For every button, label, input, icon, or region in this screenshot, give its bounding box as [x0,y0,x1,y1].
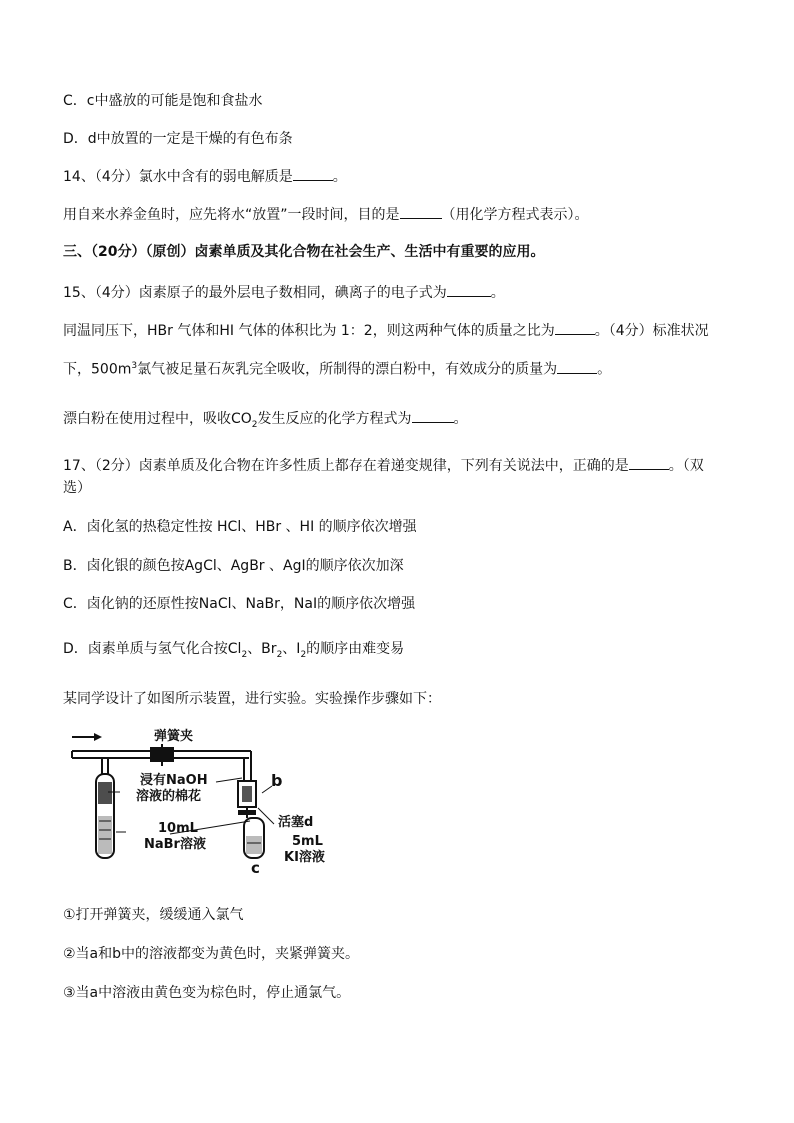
subscript: 2 [276,649,283,660]
label-ki-volume: 5mL [292,834,323,849]
label-naoh-cotton-1: 浸有NaOH [140,773,208,788]
bleach-question [63,408,468,435]
q14b-end: （用化学方程式表示）。 [441,207,589,223]
q17-text: 17、（2分）卤素单质及化合物在许多性质上都存在着递变规律，下列有关说法中，正确的是 [63,458,629,474]
bleach-text: 漂白粉在使用过程中，吸收CO [63,411,252,427]
inlet-arrow-icon [72,733,102,741]
q17-option-c: C．卤化钠的还原性按NaCl、NaBr，NaI的顺序依次增强 [63,596,416,612]
question-15 [63,282,505,303]
question-16-line2 [63,356,611,380]
experiment-intro: 某同学设计了如图所示装置，进行实验。实验操作步骤如下： [63,691,441,707]
answer-blank[interactable] [555,320,595,335]
answer-blank[interactable] [293,166,333,181]
answer-blank[interactable] [400,204,442,219]
question-17-cont: 选） [63,480,91,496]
label-naoh-cotton-2: 溶液的棉花 [136,789,202,804]
q14b-text: 用自来水养金鱼时，应先将水“放置”一段时间，目的是 [63,207,400,223]
step-2: ②当a和b中的溶液都变为黄色时，夹紧弹簧夹。 [63,946,360,962]
answer-blank[interactable] [557,359,597,374]
section-3-heading: 三、（20分）（原创）卤素单质及其化合物在社会生产、生活中有重要的应用。 [63,244,545,260]
q14-end: 。 [332,169,347,185]
step-1: ①打开弹簧夹，缓缓通入氯气 [63,907,244,923]
q14-text: 14、（4分）氯水中含有的弱电解质是 [63,169,293,185]
optd-text: D．卤素单质与氢气化合按Cl [63,641,242,657]
subscript: 2 [241,649,248,660]
optd-end: 的顺序由难变易 [306,641,405,657]
label-spring-clamp: 弹簧夹 [154,729,194,744]
option-d: D．d中放置的一定是干燥的有色布条 [63,131,293,147]
subscript: 2 [300,649,307,660]
q17-option-a: A．卤化氢的热稳定性按 HCl、HBr 、HI 的顺序依次增强 [63,519,417,535]
q16-end: 。（4分）标准状况 [594,323,709,339]
label-stopcock-d: 活塞d [278,815,314,830]
q16b-mid: 氯气被足量石灰乳完全吸收，所制得的漂白粉中，有效成分的质量为 [137,361,558,378]
label-nabr-volume: 10mL [158,821,198,836]
option-c: C．c中盛放的可能是饱和食盐水 [63,93,263,109]
question-14-part1 [63,166,347,187]
optd-m1: 、Br [247,641,277,657]
q17-option-d [63,639,404,665]
answer-blank[interactable] [412,408,454,423]
bleach-mid: 发生反应的化学方程式为 [257,411,412,427]
apparatus-figure [66,726,342,874]
step-3: ③当a中溶液由黄色变为棕色时，停止通氯气。 [63,985,351,1001]
question-14-part2 [63,204,589,225]
answer-blank[interactable] [447,282,491,297]
superscript: 3 [131,361,138,371]
q17-end: 。（双 [668,458,704,474]
q16-text: 同温同压下，HBr 气体和HI 气体的体积比为 1：2，则这两种气体的质量之比为 [63,323,555,339]
question-16-line1 [63,320,709,341]
label-b: b [271,771,283,790]
label-nabr-solution: NaBr溶液 [144,837,206,852]
q15-end: 。 [490,285,505,301]
q15-text: 15、（4分）卤素原子的最外层电子数相同，碘离子的电子式为 [63,285,447,301]
optd-m2: 、I [282,641,301,657]
bleach-end: 。 [453,411,468,427]
question-17 [63,455,704,476]
label-c: c [251,859,260,874]
label-ki-solution: KI溶液 [284,850,325,865]
q16b-end: 。 [597,361,612,378]
q16b-text: 下，500m [63,361,132,378]
test-tube-c-icon [238,781,264,858]
q17-option-b: B．卤化银的颜色按AgCl、AgBr 、AgI的顺序依次加深 [63,558,404,574]
test-tube-a-icon [96,774,114,858]
subscript: 2 [251,419,258,430]
answer-blank[interactable] [629,455,669,470]
